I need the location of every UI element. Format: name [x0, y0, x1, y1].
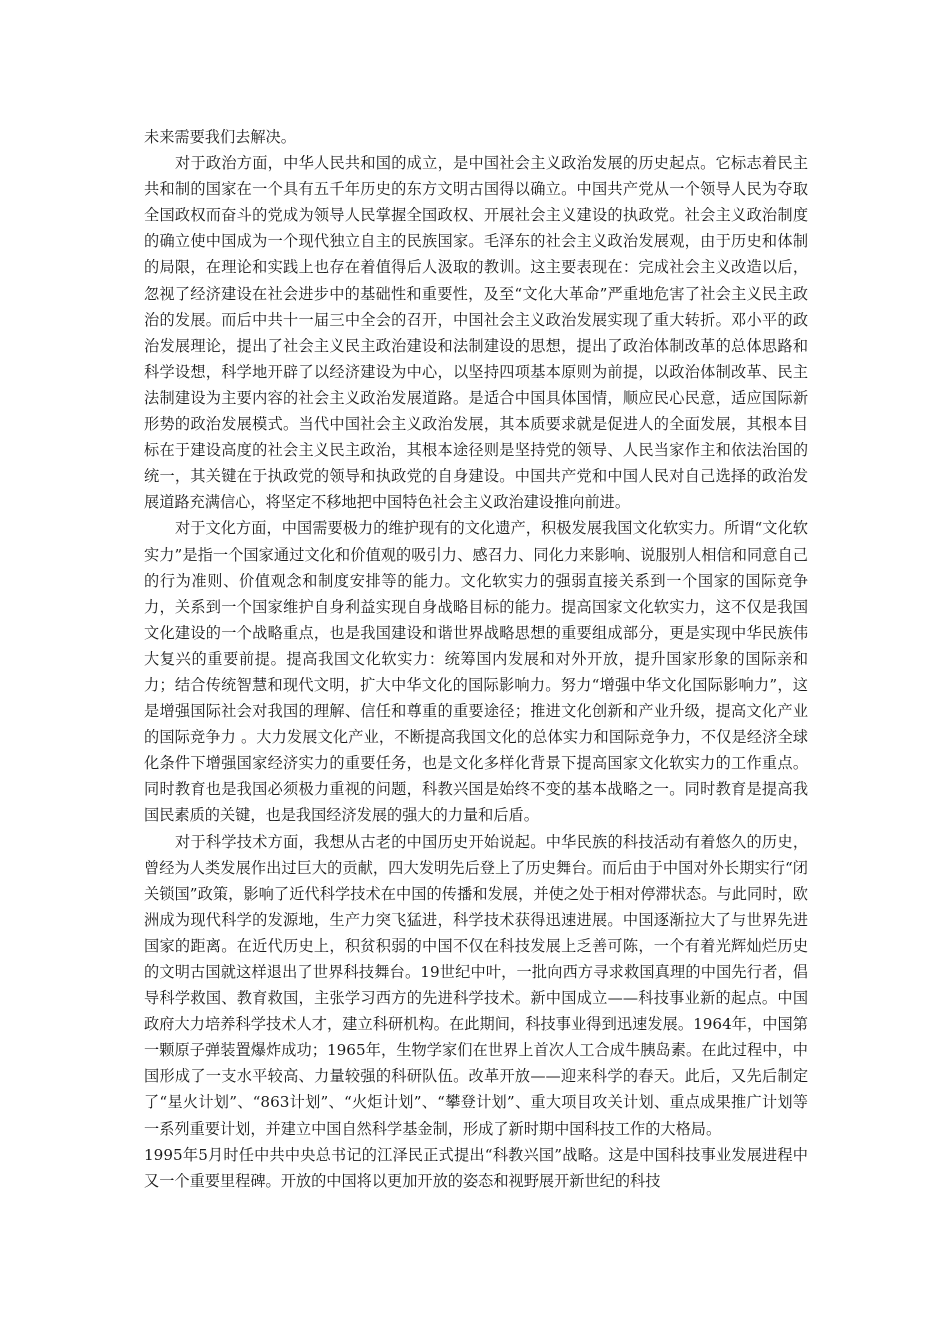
- document-body: [144, 124, 808, 1194]
- paragraph-politics: 对于政治方面，中华人民共和国的成立，是中国社会主义政治发展的历史起点。它标志着民主共和制的国家在一个具有五千年历史的东方文明古国得以确立。中国共产党从一个领导人民为夺取全国政权而奋斗的党成为领导人民掌握全国政权、开展社会主义建设的执政党。社会主义政治制度的确立使中国成为一个现代独立自主的民族国家。毛泽东的社会主义政治发展观，由于历史和体制的局限，在理论和实践上也存在着值得后人汲取的教训。这主要表现在：完成社会主义改造以后，忽视了经济建设在社会进步中的基础性和重要性，及至“文化大革命”严重地危害了社会主义民主政治的发展。而后中共十一届三中全会的召开，中国社会主义政治发展实现了重大转折。邓小平的政治发展理论，提出了社会主义民主政治建设和法制建设的思想，提出了政治体制改革的总体思路和科学设想，科学地开辟了以经济建设为中心，以坚持四项基本原则为前提，以政治体制改革、民主法制建设为主要内容的社会主义政治发展道路。是适合中国具体国情，顺应民心民意，适应国际新形势的政治发展模式。当代中国社会主义政治发展，其本质要求就是促进人的全面发展，其根本目标在于建设高度的社会主义民主政治，其根本途径则是坚持党的领导、人民当家作主和依法治国的统一，其关键在于执政党的领导和执政党的自身建设。中国共产党和中国人民对自己选择的政治发展道路充满信心，将坚定不移地把中国特色社会主义政治建设推向前进。: [144, 154, 808, 512]
- paragraph-culture: 对于文化方面，中国需要极力的维护现有的文化遗产，积极发展我国文化软实力。所谓“文化软实力”是指一个国家通过文化和价值观的吸引力、感召力、同化力来影响、说服别人相信和同意自己的行为准则、价值观念和制度安排等的能力。文化软实力的强弱直接关系到一个国家的国际竞争力，关系到一个国家维护自身利益实现自身战略目标的能力。提高国家文化软实力，这不仅是我国文化建设的一个战略重点，也是我国建设和谐世界战略思想的重要组成部分，更是实现中华民族伟大复兴的重要前提。提高我国文化软实力：统筹国内发展和对外开放，提升国家形象的国际亲和力；结合传统智慧和现代文明，扩大中华文化的国际影响力。努力“增强中华文化国际影响力”，这是增强国际社会对我国的理解、信任和尊重的重要途径；推进文化创新和产业升级，提高文化产业的国际竞争力 。大力发展文化产业，不断提高我国文化的总体实力和国际竞争力，不仅是经济全球化条件下增强国家经济实力的重要任务，也是文化多样化背景下提高国家文化软实力的工作重点。同时教育也是我国必须极力重视的问题，科教兴国是始终不变的基本战略之一。同时教育是提高我国民素质的关键，也是我国经济发展的强大的力量和后盾。: [144, 519, 808, 825]
- paragraph-continuation: 未来需要我们去解决。: [144, 128, 296, 146]
- paragraph-science: 对于科学技术方面，我想从古老的中国历史开始说起。中华民族的科技活动有着悠久的历史，曾经为人类发展作出过巨大的贡献，四大发明先后登上了历史舞台。而后由于中国对外长期实行“闭关锁国”政策，影响了近代科学技术在中国的传播和发展，并使之处于相对停滞状态。与此同时，欧洲成为现代科学的发源地，生产力突飞猛进，科学技术获得迅速进展。中国逐渐拉大了与世界先进国家的距离。在近代历史上，积贫积弱的中国不仅在科技发展上乏善可陈，一个有着光辉灿烂历史的文明古国就这样退出了世界科技舞台。19世纪中叶，一批向西方寻求救国真理的中国先行者，倡导科学救国、教育救国，主张学习西方的先进科学技术。新中国成立——科技事业新的起点。中国政府大力培养科学技术人才，建立科研机构。在此期间，科技事业得到迅速发展。1964年，中国第一颗原子弹装置爆炸成功；1965年，生物学家们在世界上首次人工合成牛胰岛素。在此过程中，中国形成了一支水平较高、力量较强的科研队伍。改革开放——迎来科学的春天。此后，又先后制定了“星火计划”、“863计划”、“火炬计划”、“攀登计划”、重大项目攻关计划、重点成果推广计划等一系列重要计划，并建立中国自然科学基金制，形成了新时期中国科技工作的大格局。: [144, 832, 808, 1138]
- paragraph-1995: 1995年5月时任中共中央总书记的江泽民正式提出“科教兴国”战略。这是中国科技事业发展进程中又一个重要里程碑。开放的中国将以更加开放的姿态和视野展开新世纪的科技: [144, 1145, 808, 1190]
